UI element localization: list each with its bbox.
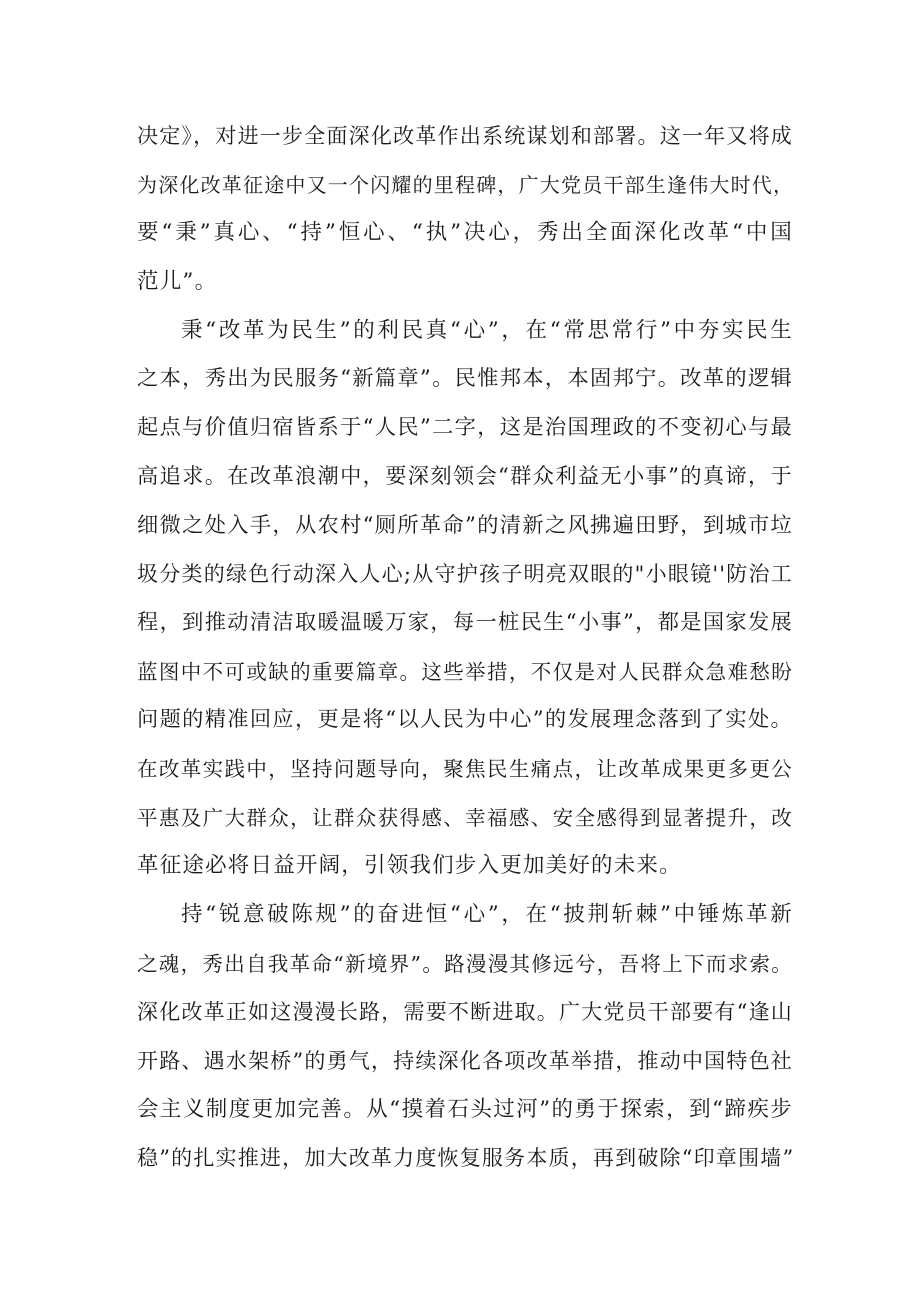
text-line: 会主义制度更加完善。从“摸着石头过河”的勇于探索，到“蹄疾步 — [137, 1096, 793, 1122]
text-line: 革征途必将日益开阔，引领我们步入更加美好的未来。 — [137, 853, 682, 879]
text-line: 决定》，对进一步全面深化改革作出系统谋划和部署。这一年又将成 — [137, 124, 793, 148]
paragraph-first-line: 秉“改革为民生”的利民真“心”，在“常思常行”中夯实民生 — [181, 317, 793, 343]
text-line: 程，到推动清洁取暖温暖万家，每一桩民生“小事”，都是国家发展 — [137, 609, 793, 635]
text-line: 问题的精准回应，更是将“以人民为中心”的发展理念落到了实处。 — [137, 707, 793, 733]
text-line: 之魂，秀出自我革命“新境界”。路漫漫其修远兮，吾将上下而求索。 — [137, 951, 793, 976]
text-line: 圾分类的绿色行动深入人心;从守护孩子明亮双眼的"小眼镜''防治工 — [137, 562, 793, 587]
text-line: 要“秉”真心、“持”恒心、“执”决心，秀出全面深化改革“中国 — [137, 220, 793, 246]
text-line: 在改革实践中，坚持问题导向，聚焦民生痛点，让改革成果更多更公 — [137, 756, 793, 781]
text-line: 稳”的扎实推进，加大改革力度恢复服务本质，再到破除“印章围墙” — [137, 1146, 795, 1171]
text-line: 高追求。在改革浪潮中，要深刻领会“群众利益无小事”的真谛，于 — [137, 463, 793, 489]
document-body-text — [137, 112, 793, 1183]
text-line: 蓝图中不可或缺的重要篇章。这些举措，不仅是对人民群众急难愁盼 — [137, 659, 793, 684]
text-line: 深化改革正如这漫漫长路，需要不断进取。广大党员干部要有“逢山 — [137, 1000, 793, 1025]
text-line: 为深化改革征途中又一个闪耀的里程碑，广大党员干部生逢伟大时代， — [137, 172, 795, 197]
text-line: 平惠及广大群众，让群众获得感、幸福感、安全感得到显著提升，改 — [137, 805, 793, 830]
text-line: 开路、遇水架桥”的勇气，持续深化各项改革举措，推动中国特色社 — [137, 1049, 793, 1074]
text-line: 范儿”。 — [137, 269, 218, 295]
paragraph-first-line: 持“锐意破陈规”的奋进恒“心”，在“披荆斩棘”中锤炼革新 — [181, 902, 793, 927]
text-line: 细微之处入手，从农村“厕所革命”的清新之风拂遍田野，到城市垃 — [137, 512, 793, 538]
text-line: 之本，秀出为民服务“新篇章”。民惟邦本，本固邦宁。改革的逻辑 — [137, 366, 793, 392]
text-line: 起点与价值归宿皆系于“人民”二字，这是治国理政的不变初心与最 — [137, 415, 793, 441]
